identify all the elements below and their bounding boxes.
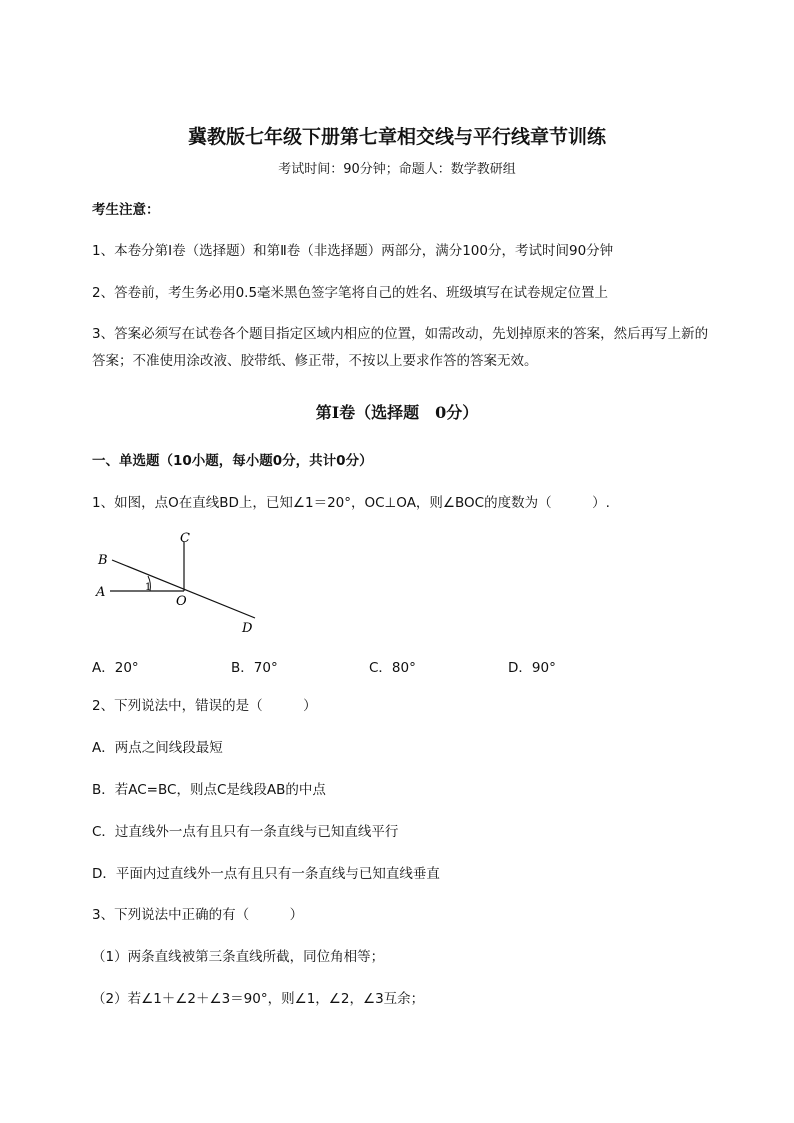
question-3-stem: 3、下列说法中正确的有（ ） — [92, 907, 304, 923]
question-1-stem: 1、如图，点O在直线BD上，已知∠1＝20°，OC⊥OA，则∠BOC的度数为（ ）. — [92, 495, 610, 511]
part-title: 一、单选题（10小题，每小题0分，共计0分） — [92, 453, 373, 469]
label-a: A — [96, 585, 106, 600]
question-1-figure — [88, 528, 268, 640]
exam-title: 冀教版七年级下册第七章相交线与平行线章节训练 — [187, 126, 606, 148]
question-3-statement-2: （2）若∠1＋∠2＋∠3＝90°，则∠1，∠2，∠3互余； — [92, 991, 425, 1007]
question-2-option-c[interactable]: C．过直线外一点有且只有一条直线与已知直线平行 — [92, 824, 399, 840]
notice-heading: 考生注意： — [92, 202, 160, 218]
question-2-option-a[interactable]: A．两点之间线段最短 — [92, 740, 223, 756]
section-title: 第I卷（选择题 0分） — [315, 403, 479, 422]
question-1-option-b[interactable]: B．70° — [231, 660, 278, 676]
exam-subtitle: 考试时间：90分钟；命题人：数学教研组 — [278, 162, 516, 177]
question-1-option-d[interactable]: D．90° — [508, 660, 556, 676]
notice-item-3: 3、答案必须写在试卷各个题目指定区域内相应的位置，如需改动，先划掉原来的答案，然后再写上新的答案；不准使用涂改液、胶带纸、修正带，不按以上要求作答的答案无效。 — [92, 326, 709, 369]
notice-item-1: 1、本卷分第I卷（选择题）和第Ⅱ卷（非选择题）两部分，满分100分，考试时间90分钟 — [92, 243, 614, 259]
notice-item-2: 2、答卷前，考生务必用0.5毫米黑色签字笔将自己的姓名、班级填写在试卷规定位置上 — [92, 285, 609, 301]
question-3-statement-1: （1）两条直线被第三条直线所截，同位角相等； — [92, 949, 385, 965]
question-2-option-b[interactable]: B．若AC=BC，则点C是线段AB的中点 — [92, 782, 326, 798]
question-1-option-c[interactable]: C．80° — [369, 660, 416, 676]
label-d: D — [242, 621, 253, 636]
label-b: B — [98, 553, 108, 568]
label-angle-1: 1 — [145, 582, 152, 593]
question-2-stem: 2、下列说法中，错误的是（ ） — [92, 698, 317, 714]
label-c: C — [180, 531, 190, 546]
label-o: O — [176, 594, 187, 609]
question-1-option-a[interactable]: A．20° — [92, 660, 139, 676]
question-2-option-d[interactable]: D．平面内过直线外一点有且只有一条直线与已知直线垂直 — [92, 866, 440, 882]
